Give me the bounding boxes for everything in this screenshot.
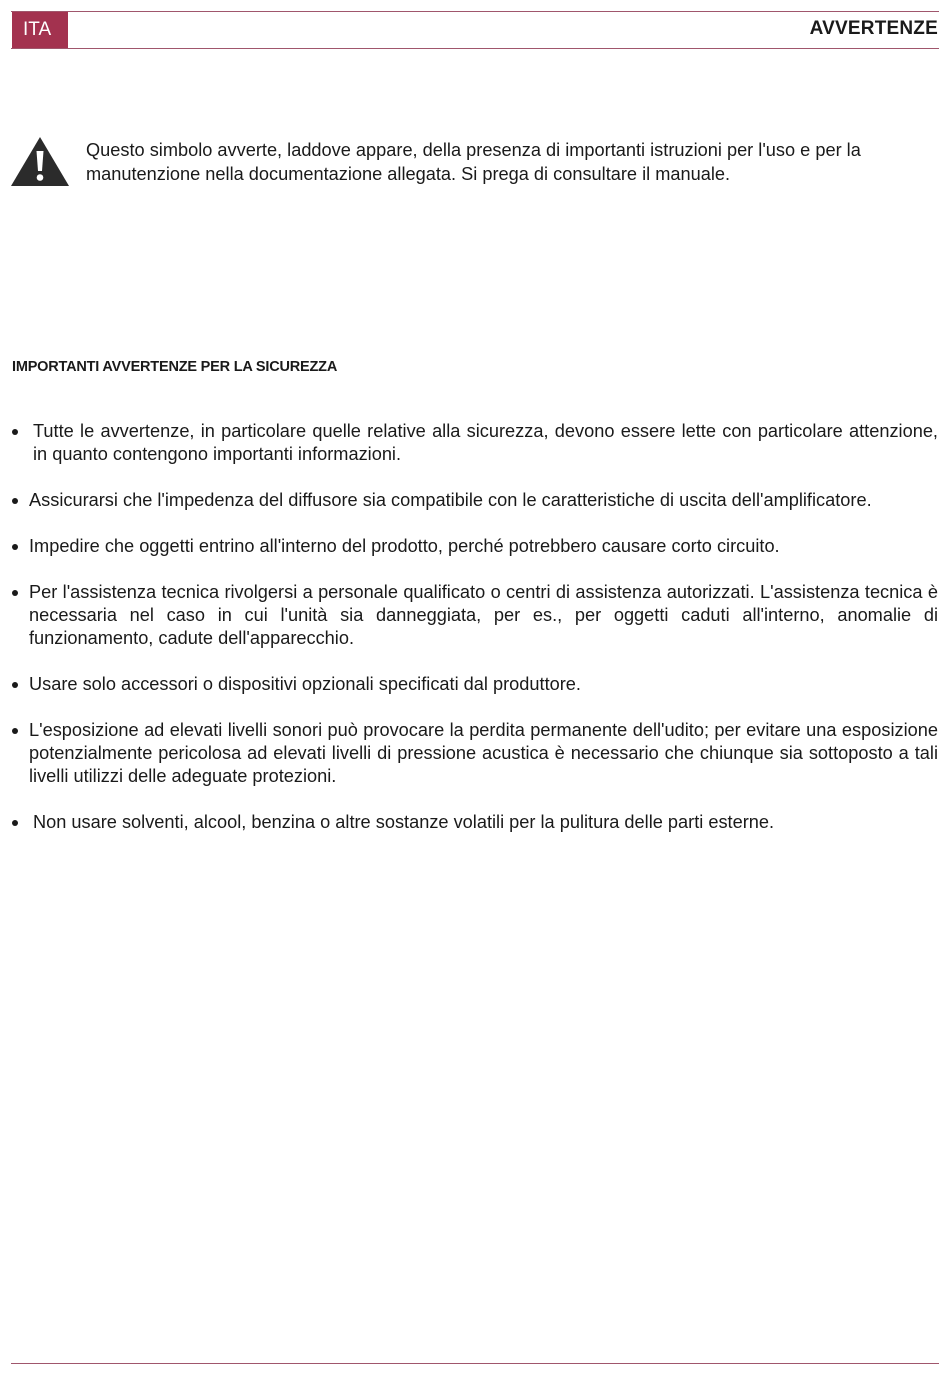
list-item-text: Per l'assistenza tecnica rivolgersi a personale qualificato o centri di assistenza autorizzati. L'assistenza tecnica è necessaria nel caso in cui l'unità sia danneggiata, per es., per oggetti caduti all'interno, anomalie di funzionamento, cadute dell'apparecchio. [29, 582, 938, 648]
list-item [12, 673, 938, 696]
list-item [12, 420, 938, 466]
list-item-text: L'esposizione ad elevati livelli sonori può provocare la perdita permanente dell'udito; per evitare una esposizione potenzialmente pericolosa ad elevati livelli di pressione acustica è necessario che chiunque sia sottoposto a tali livelli utilizzi delle adeguate protezioni. [29, 720, 938, 786]
list-item [12, 489, 938, 512]
bullet-icon [12, 682, 18, 688]
safety-list [12, 420, 938, 857]
bullet-icon [12, 429, 18, 435]
language-tab-label: ITA [23, 19, 52, 40]
list-item [12, 581, 938, 650]
page-title: AVVERTENZE [809, 18, 938, 39]
list-item-text: Usare solo accessori o dispositivi opzionali specificati dal produttore. [29, 674, 581, 694]
list-item-text: Assicurarsi che l'impedenza del diffusore sia compatibile con le caratteristiche di uscita dell'amplificatore. [29, 490, 872, 510]
language-tab [12, 12, 68, 48]
header-bottom-rule [11, 48, 939, 49]
list-item-text: Impedire che oggetti entrino all'interno del prodotto, perché potrebbero causare corto circuito. [29, 536, 780, 556]
header-top-rule [11, 11, 939, 12]
section-heading: IMPORTANTI AVVERTENZE PER LA SICUREZZA [12, 359, 338, 375]
notice-text: Questo simbolo avverte, laddove appare, della presenza di importanti istruzioni per l'uso e per la manutenzione nella documentazione allegata. Si prega di consultare il manuale. [86, 140, 861, 184]
footer-rule [11, 1363, 939, 1364]
bullet-icon [12, 590, 18, 596]
list-item-text: Non usare solventi, alcool, benzina o altre sostanze volatili per la pulitura delle parti esterne. [33, 812, 775, 832]
list-item [12, 535, 938, 558]
bullet-icon [12, 728, 18, 734]
bullet-icon [12, 544, 18, 550]
bullet-icon [12, 820, 18, 826]
bullet-icon [12, 498, 18, 504]
warning-triangle-icon [10, 136, 70, 188]
list-item [12, 719, 938, 788]
list-item [12, 811, 938, 834]
list-item-text: Tutte le avvertenze, in particolare quelle relative alla sicurezza, devono essere lette con particolare attenzione, in quanto contengono importanti informazioni. [33, 421, 938, 464]
